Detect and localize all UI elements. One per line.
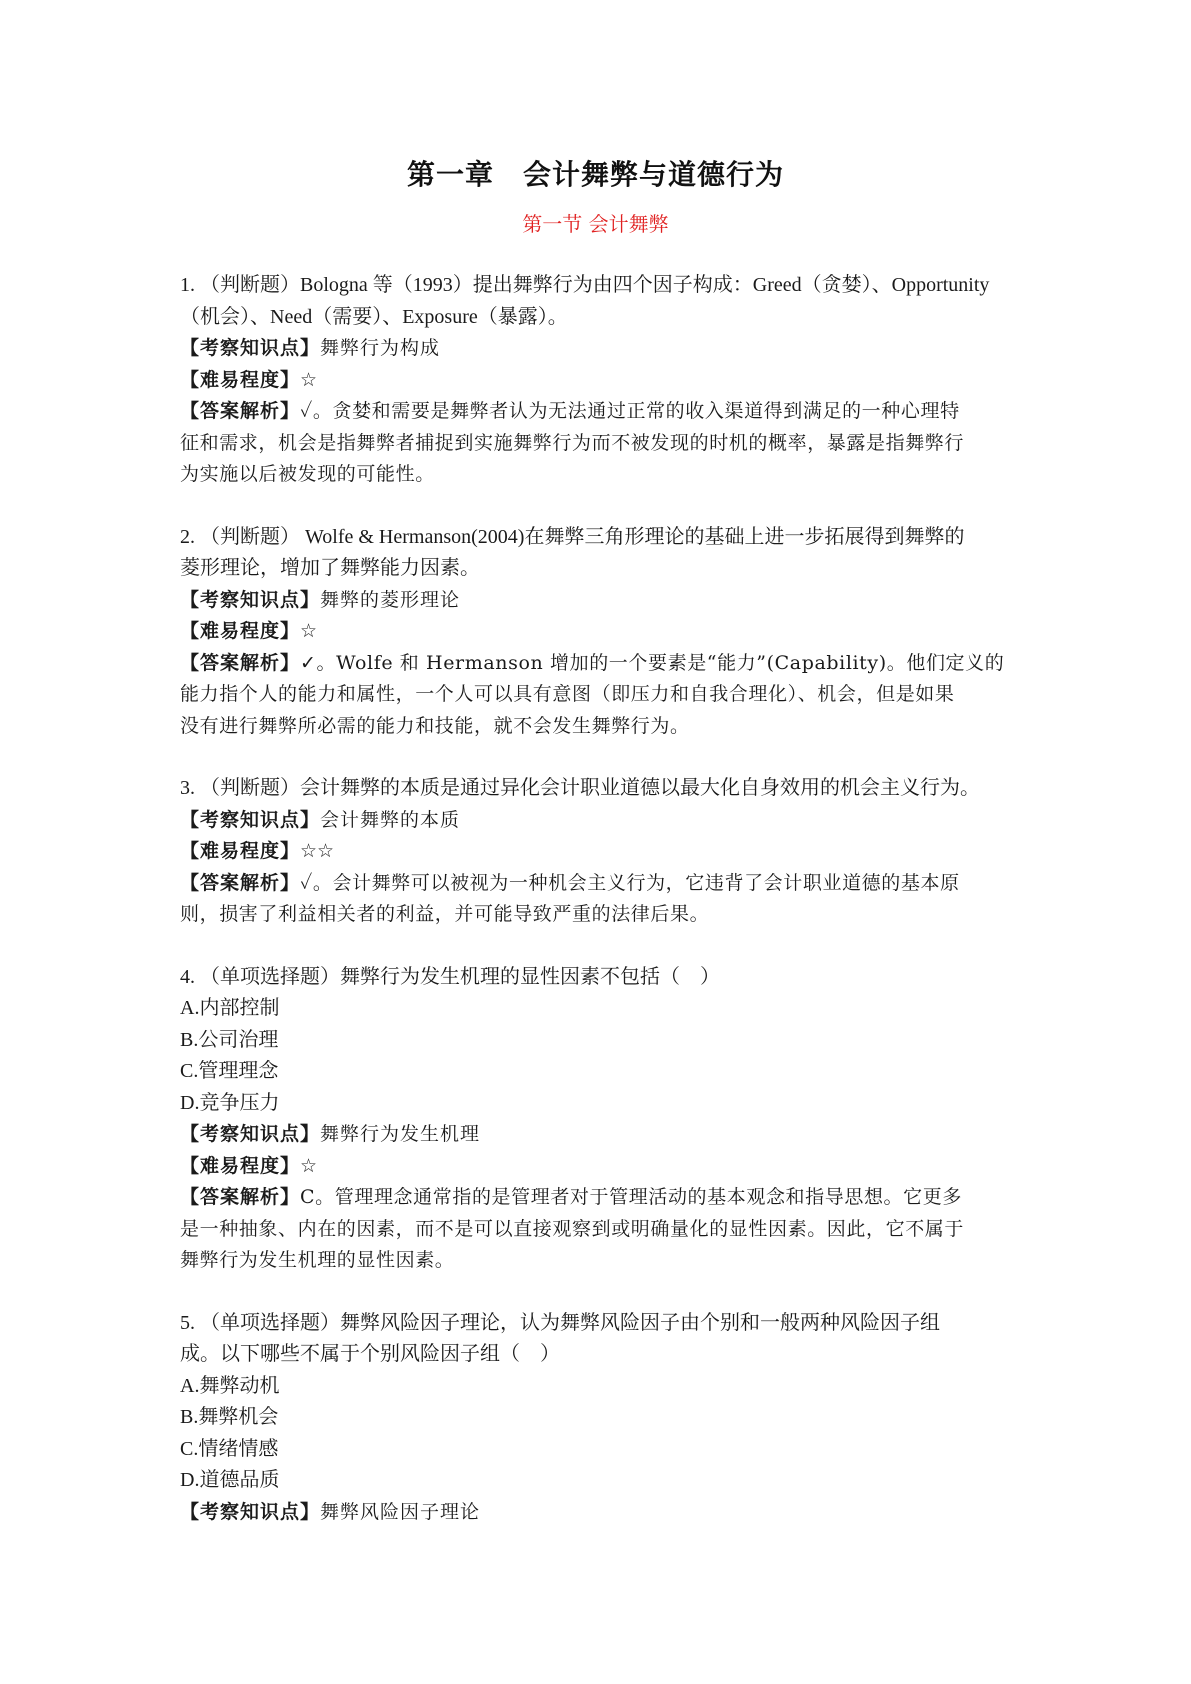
difficulty-label: 【难易程度】 (180, 1154, 301, 1177)
answer-analysis-line (180, 1182, 1020, 1214)
question-list (180, 270, 1020, 1559)
question-text-line: （机会）、Need（需要）、Exposure（暴露）。 (180, 305, 568, 328)
knowledge-label: 【考察知识点】 (180, 1500, 321, 1523)
answer-label: 【答案解析】 (180, 1186, 301, 1208)
answer-analysis-line: 舞弊行为发生机理的显性因素。 (180, 1249, 455, 1271)
question-3 (180, 773, 1020, 931)
question-text-line: 菱形理论，增加了舞弊能力因素。 (180, 557, 480, 579)
knowledge-point (180, 805, 1020, 837)
section-title: 第一节 会计舞弊 (522, 212, 669, 236)
difficulty-stars: ☆ (300, 620, 318, 642)
question-text-line: 5. （单项选择题）舞弊风险因子理论，认为舞弊风险因子由个别和一般两种风险因子组 (180, 1311, 940, 1334)
difficulty-stars: ☆☆ (300, 840, 335, 862)
answer-analysis-line: 是一种抽象、内在的因素，而不是可以直接观察到或明确量化的显性因素。因此，它不属于 (180, 1217, 965, 1240)
knowledge-value: 舞弊行为发生机理 (320, 1123, 481, 1145)
answer-label: 【答案解析】 (180, 871, 301, 894)
answer-analysis-line (180, 648, 1020, 680)
option-d: D.道德品质 (180, 1469, 280, 1491)
difficulty (180, 616, 1020, 648)
difficulty-label: 【难易程度】 (180, 620, 301, 642)
knowledge-value: 舞弊风险因子理论 (320, 1500, 481, 1523)
question-5 (180, 1308, 1020, 1529)
answer-label: 【答案解析】 (180, 400, 301, 422)
knowledge-label: 【考察知识点】 (180, 588, 321, 611)
difficulty (180, 836, 1020, 868)
answer-analysis-line: 为实施以后被发现的可能性。 (180, 463, 435, 485)
question-4 (180, 962, 1020, 1277)
question-text-line: 4. （单项选择题）舞弊行为发生机理的显性因素不包括（ ） (180, 965, 720, 988)
knowledge-value: 会计舞弊的本质 (320, 808, 461, 831)
knowledge-label: 【考察知识点】 (180, 1123, 321, 1145)
question-text-line: 1. （判断题）Bologna 等（1993）提出舞弊行为由四个因子构成：Greed（贪婪）、Opportunity (180, 274, 990, 296)
answer-analysis-line (180, 396, 1020, 428)
difficulty-stars: ☆ (300, 1154, 318, 1177)
chapter-title: 第一章 会计舞弊与道德行为 (406, 158, 784, 191)
knowledge-point (180, 585, 1020, 617)
difficulty-label: 【难易程度】 (180, 368, 301, 391)
answer-analysis-line: 能力指个人的能力和属性，一个人可以具有意图（即压力和自我合理化）、机会，但是如果 (180, 683, 955, 705)
option-a: A.舞弊动机 (180, 1374, 280, 1397)
question-text-line: 2. （判断题） Wolfe & Hermanson(2004)在舞弊三角形理论的基础上进一步拓展得到舞弊的 (180, 525, 965, 548)
answer-text: ✓。Wolfe 和 Hermanson 增加的一个要素是“能力”(Capability)。他们定义的 (300, 651, 1005, 674)
knowledge-value: 舞弊行为构成 (320, 337, 441, 359)
knowledge-point (180, 333, 1020, 365)
option-c: C.管理理念 (180, 1060, 279, 1082)
knowledge-label: 【考察知识点】 (180, 337, 321, 359)
difficulty (180, 1151, 1020, 1183)
option-b: B.公司治理 (180, 1028, 279, 1051)
question-text-line: 3. （判断题）会计舞弊的本质是通过异化会计职业道德以最大化自身效用的机会主义行为。 (180, 777, 980, 799)
answer-label: 【答案解析】 (180, 651, 301, 674)
answer-analysis-line (180, 868, 1020, 900)
option-b: B.舞弊机会 (180, 1406, 279, 1428)
knowledge-point (180, 1119, 1020, 1151)
question-text-line: 成。以下哪些不属于个别风险因子组（ ） (180, 1343, 560, 1365)
knowledge-label: 【考察知识点】 (180, 808, 321, 831)
answer-analysis-line: 则，损害了利益相关者的利益，并可能导致严重的法律后果。 (180, 903, 710, 925)
answer-text: ✓。贪婪和需要是舞弊者认为无法通过正常的收入渠道得到满足的一种心理特 (300, 400, 960, 422)
difficulty (180, 365, 1020, 397)
knowledge-value: 舞弊的菱形理论 (320, 588, 461, 611)
option-c: C.情绪情感 (180, 1437, 279, 1460)
knowledge-point (180, 1497, 1020, 1529)
question-2 (180, 522, 1020, 743)
option-a: A.内部控制 (180, 997, 280, 1019)
answer-analysis-line: 征和需求，机会是指舞弊者捕捉到实施舞弊行为而不被发现的时机的概率，暴露是指舞弊行 (180, 431, 965, 454)
answer-text: C。管理理念通常指的是管理者对于管理活动的基本观念和指导思想。它更多 (300, 1186, 962, 1208)
question-1 (180, 270, 1020, 491)
answer-analysis-line: 没有进行舞弊所必需的能力和技能，就不会发生舞弊行为。 (180, 714, 690, 737)
option-d: D.竞争压力 (180, 1091, 280, 1114)
difficulty-label: 【难易程度】 (180, 840, 301, 862)
difficulty-stars: ☆ (300, 368, 318, 391)
answer-text: ✓。会计舞弊可以被视为一种机会主义行为，它违背了会计职业道德的基本原 (300, 871, 960, 894)
